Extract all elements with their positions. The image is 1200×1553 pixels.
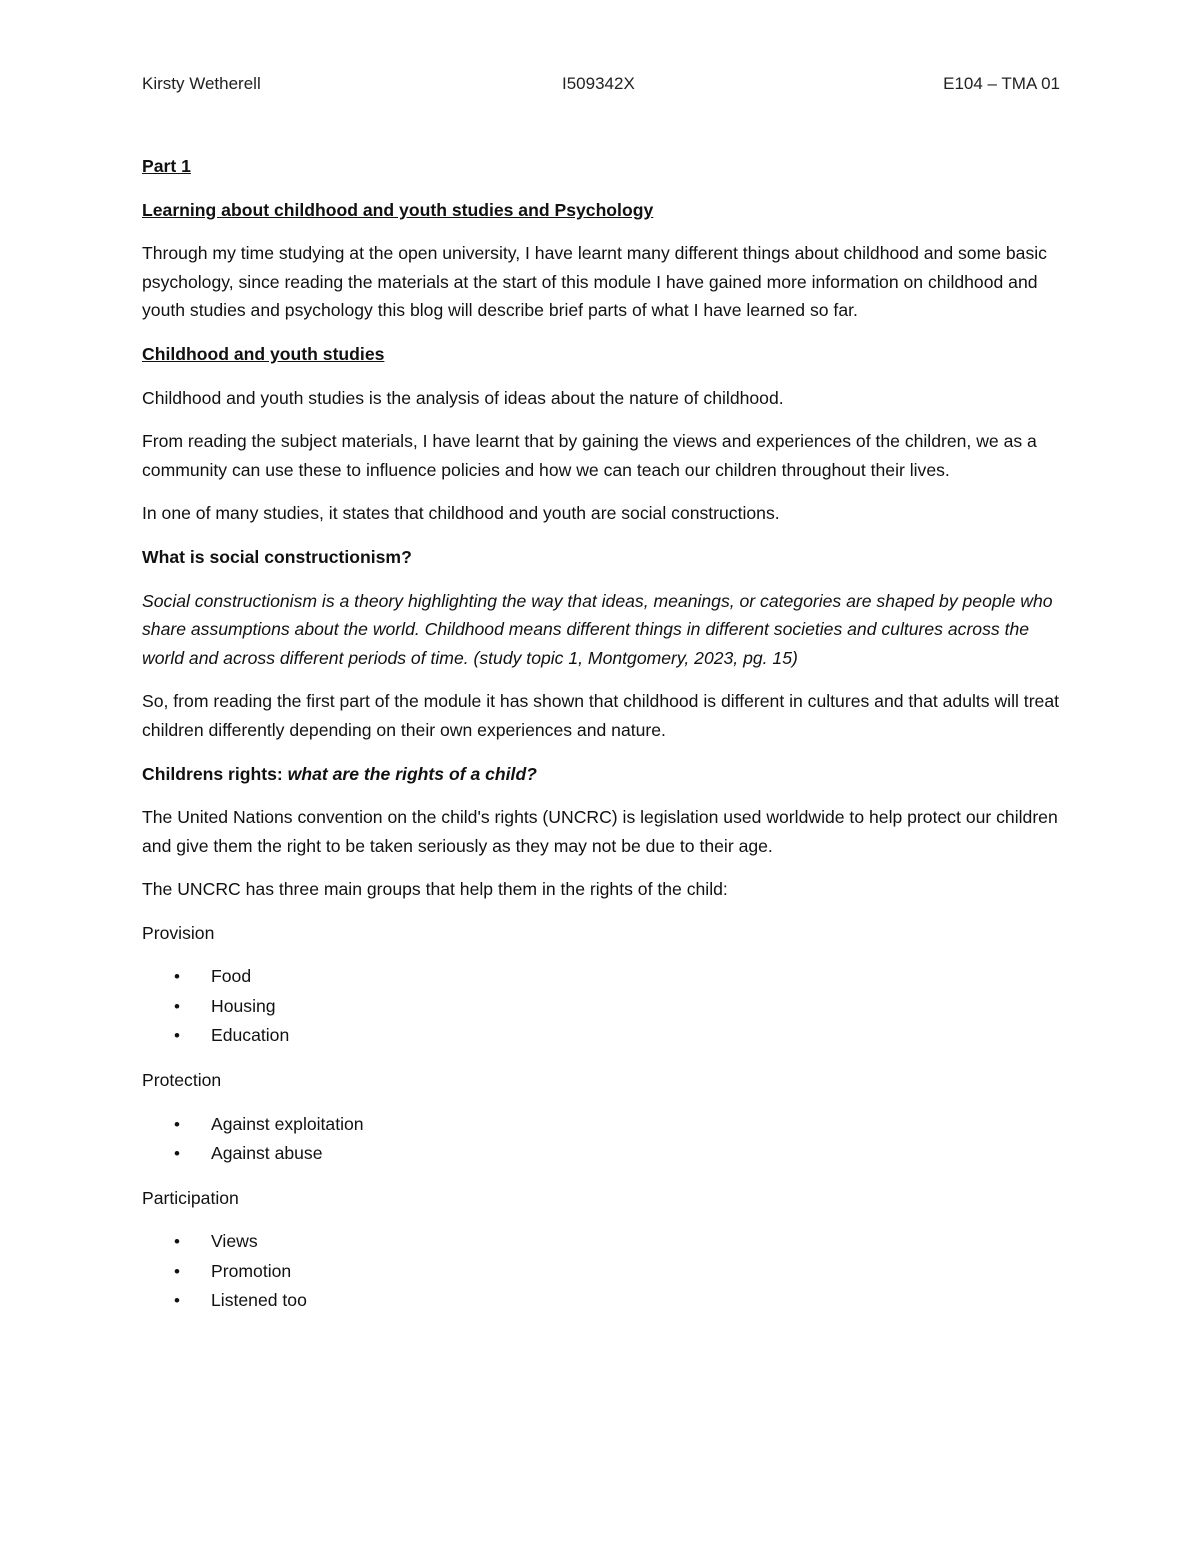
- header-author: Kirsty Wetherell: [142, 74, 261, 93]
- uncrc-groups-intro: The UNCRC has three main groups that help them in the rights of the child:: [142, 879, 728, 900]
- group-title-provision: Provision: [142, 922, 215, 943]
- group-title-participation: Participation: [142, 1187, 239, 1208]
- social-constructionism-quote: Social constructionism is a theory highlighting the way that ideas, meanings, or categories are shaped by people who share assumptions about the world. Childhood means different things in different societies and cultures across the world and across different periods of time. (study topic 1, Montgomery, 2023, pg. 15): [142, 590, 1053, 668]
- intro-paragraph: Through my time studying at the open university, I have learnt many different things about childhood and some basic psychology, since reading the materials at the start of this module I have gained more information on childhood and youth studies and psychology this blog will describe brief parts of what I have learned so far.: [142, 243, 1047, 321]
- list-item: • Promotion: [142, 1257, 1062, 1287]
- header-student-id: I509342X: [562, 74, 635, 93]
- page-header: [142, 74, 1060, 98]
- section-heading-learning: Learning about childhood and youth studies and Psychology: [142, 199, 654, 220]
- childrens-rights-heading: [142, 760, 1062, 789]
- part-title: Part 1: [142, 156, 191, 176]
- list-item: • Against exploitation: [142, 1110, 1062, 1140]
- provision-list: [142, 962, 1062, 1051]
- subject-materials-paragraph: From reading the subject materials, I have learnt that by gaining the views and experiences of the children, we as a community can use these to influence policies and how we can teach our children throughout their lives.: [142, 431, 1037, 480]
- childrens-rights-heading-italic: what are the rights of a child?: [287, 763, 537, 784]
- list-item: • Against abuse: [142, 1139, 1062, 1169]
- list-item: • Housing: [142, 992, 1062, 1022]
- uncrc-paragraph: The United Nations convention on the child's rights (UNCRC) is legislation used worldwide to help protect our children and give them the right to be taken seriously as they may not be due to their age.: [142, 807, 1058, 856]
- header-assignment: E104 – TMA 01: [943, 74, 1060, 93]
- list-item: • Listened too: [142, 1286, 1062, 1316]
- section-heading-childhood: Childhood and youth studies: [142, 343, 385, 364]
- childhood-definition-paragraph: Childhood and youth studies is the analysis of ideas about the nature of childhood.: [142, 387, 784, 408]
- social-constructions-paragraph: In one of many studies, it states that childhood and youth are social constructions.: [142, 503, 780, 524]
- group-title-protection: Protection: [142, 1069, 222, 1090]
- list-item: • Education: [142, 1021, 1062, 1051]
- list-item: • Views: [142, 1227, 1062, 1257]
- document-body: [142, 152, 1062, 1331]
- list-item: • Food: [142, 962, 1062, 992]
- protection-list: [142, 1110, 1062, 1169]
- childrens-rights-heading-bold: Childrens rights:: [142, 763, 288, 784]
- module-summary-paragraph: So, from reading the first part of the module it has shown that childhood is different in cultures and that adults will treat children differently depending on their own experiences and nature.: [142, 691, 1060, 740]
- participation-list: [142, 1227, 1062, 1316]
- social-constructionism-heading: What is social constructionism?: [142, 546, 412, 567]
